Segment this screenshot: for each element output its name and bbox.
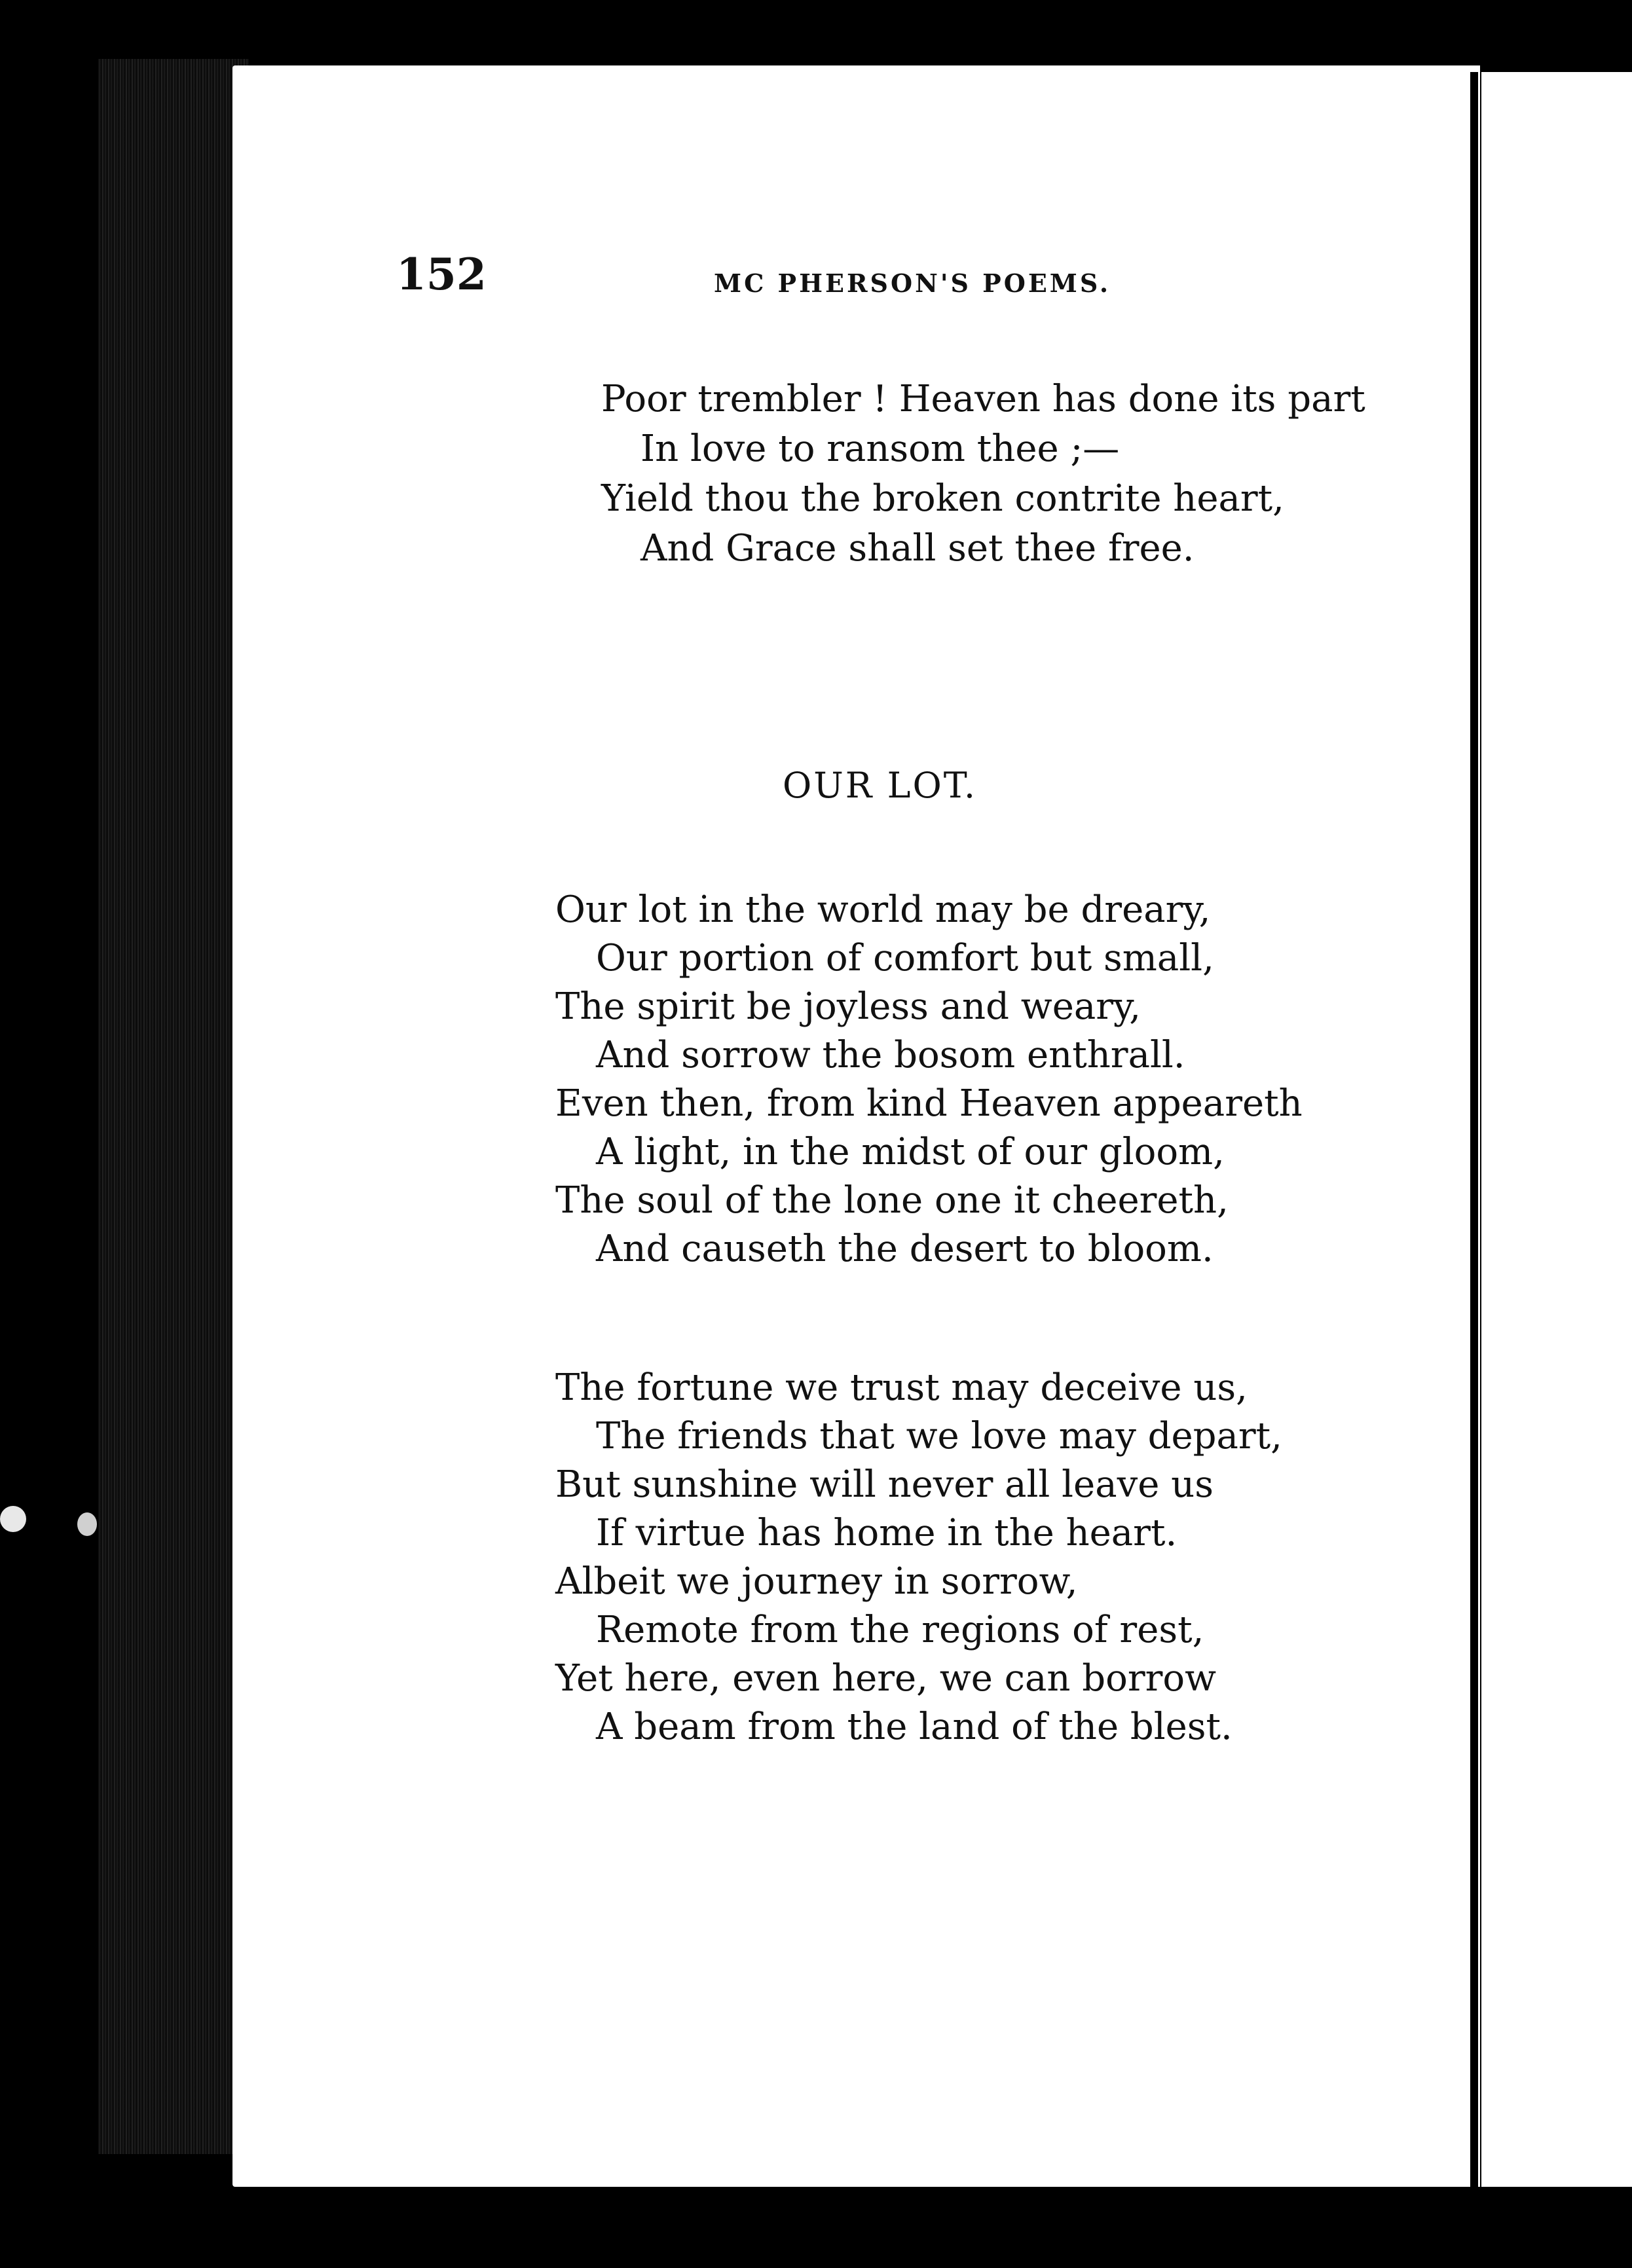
page-gutter (1470, 72, 1478, 2187)
verse-line: Our lot in the world may be dreary, (555, 888, 1211, 931)
book-page-edges (98, 59, 249, 2154)
running-head: MC PHERSON'S POEMS. (714, 268, 1111, 298)
scan-artifact (0, 1506, 26, 1532)
poem-title: OUR LOT. (783, 765, 977, 806)
verse-line: And Grace shall set thee free. (640, 527, 1195, 570)
verse-line: In love to ransom thee ;— (640, 428, 1120, 470)
verse-line: Even then, from kind Heaven appeareth (555, 1082, 1303, 1125)
verse-line: Our portion of comfort but small, (596, 937, 1214, 979)
verse-line: The spirit be joyless and weary, (555, 985, 1141, 1028)
verse-line: The friends that we love may depart, (596, 1415, 1282, 1457)
scan-artifact (77, 1512, 97, 1536)
facing-page-edge (1481, 72, 1632, 2187)
verse-line: And sorrow the bosom enthrall. (596, 1034, 1185, 1076)
verse-line: And causeth the desert to bloom. (596, 1228, 1214, 1270)
verse-line: A beam from the land of the blest. (596, 1706, 1233, 1748)
verse-line: Remote from the regions of rest, (596, 1609, 1204, 1651)
page-number: 152 (396, 249, 487, 300)
verse-line: Poor trembler ! Heaven has done its part (601, 378, 1365, 420)
verse-line: The soul of the lone one it cheereth, (555, 1179, 1229, 1222)
verse-line: Yet here, even here, we can borrow (555, 1657, 1217, 1700)
verse-line: Yield thou the broken contrite heart, (601, 477, 1284, 520)
verse-line: If virtue has home in the heart. (596, 1512, 1178, 1554)
verse-line: A light, in the midst of our gloom, (596, 1131, 1225, 1173)
verse-line: But sunshine will never all leave us (555, 1463, 1214, 1506)
verse-line: The fortune we trust may deceive us, (555, 1366, 1248, 1409)
verse-line: Albeit we journey in sorrow, (555, 1560, 1078, 1603)
